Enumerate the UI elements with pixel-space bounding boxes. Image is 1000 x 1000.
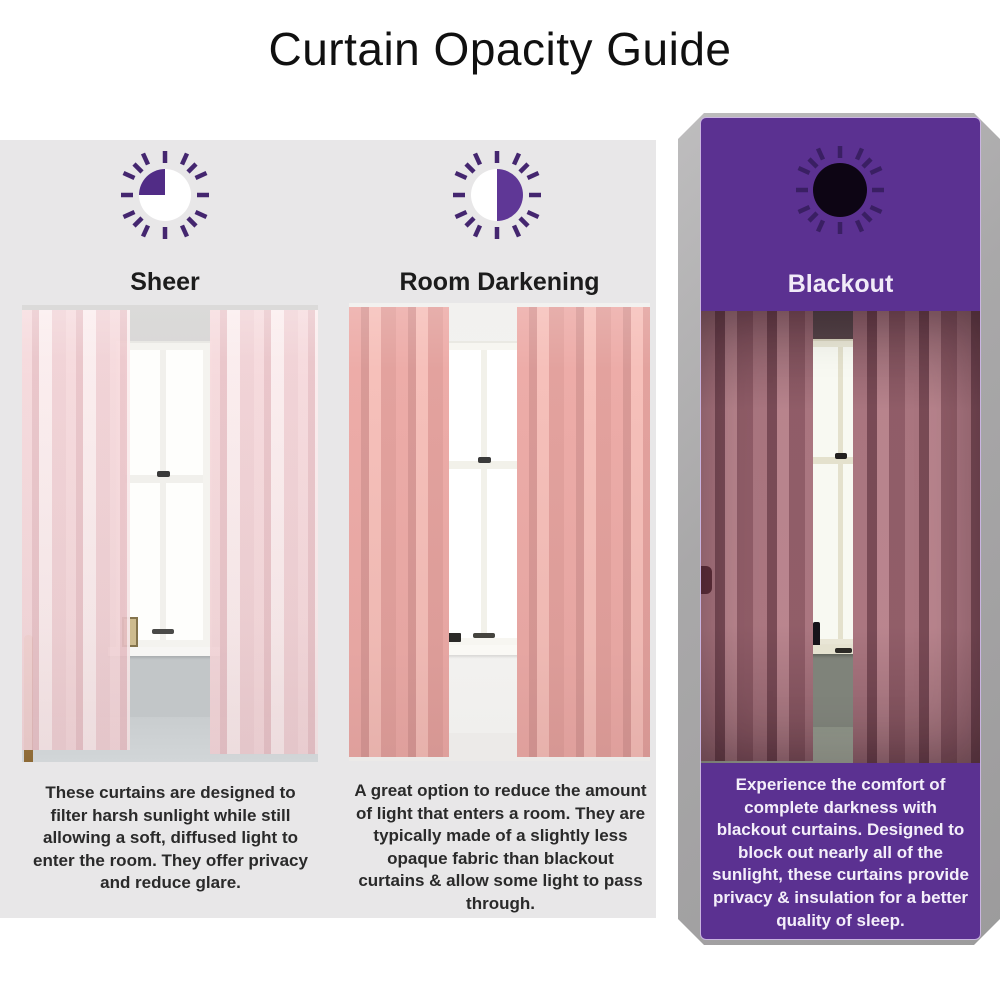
page-title: Curtain Opacity Guide bbox=[268, 23, 732, 75]
sun-quarter-filled-icon bbox=[115, 145, 215, 245]
room-darkening-curtain-photo bbox=[349, 303, 650, 761]
room-darkening-heading: Room Darkening bbox=[399, 268, 600, 296]
blackout-highlight-panel bbox=[700, 117, 981, 940]
window-frame bbox=[118, 343, 210, 647]
window-latch bbox=[478, 457, 491, 463]
blackout-description: Experience the comfort of complete darkness with blackout curtains. Designed to block out nearly all of the sunlight, these curtains provide privacy & insulation for a better quality of sleep. bbox=[712, 775, 969, 930]
window-mullion-vertical bbox=[160, 350, 166, 640]
blackout-curtain-photo bbox=[701, 311, 980, 763]
window-handle bbox=[152, 629, 174, 634]
blackout-heading: Blackout bbox=[787, 270, 894, 298]
window-handle bbox=[473, 633, 495, 638]
sheer-heading: Sheer bbox=[130, 268, 200, 296]
sheer-curtain-photo bbox=[22, 305, 318, 762]
room-darkening-curtain-left-panel bbox=[349, 307, 449, 757]
sun-fully-filled-icon bbox=[790, 140, 890, 240]
room-darkening-curtain-right-panel bbox=[517, 307, 650, 757]
photo-vignette bbox=[701, 311, 980, 763]
sheer-curtain-right-panel bbox=[210, 310, 318, 754]
window-frame bbox=[441, 343, 529, 645]
window-mullion-vertical bbox=[481, 350, 487, 638]
room-darkening-description: A great option to reduce the amount of light that enters a room. They are typically made of a slightly less opaque fabric than blackout curtains & allow some light to pass through. bbox=[354, 781, 647, 914]
window-latch bbox=[157, 471, 170, 477]
sun-half-filled-icon bbox=[447, 145, 547, 245]
sheer-description: These curtains are designed to filter harsh sunlight while still allowing a soft, diffused light to enter the room. They offer privacy and reduce glare. bbox=[33, 783, 308, 893]
sheer-curtain-left-panel bbox=[22, 310, 130, 750]
